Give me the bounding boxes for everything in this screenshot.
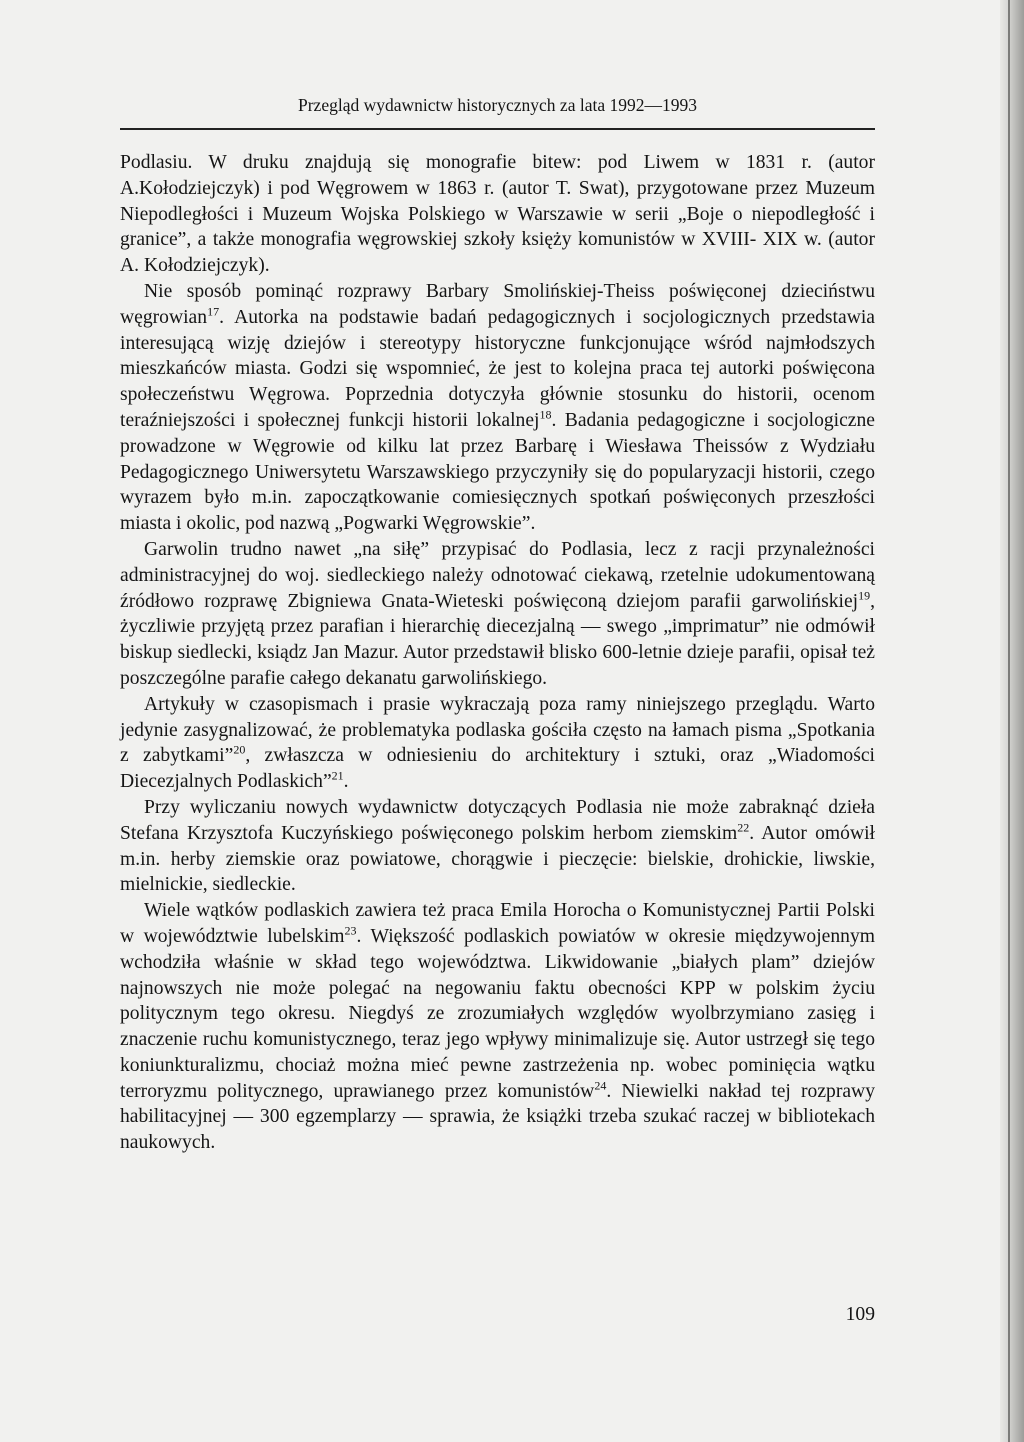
article-body xyxy=(120,150,875,1156)
paragraph-text: . Autorka na podstawie badań pedagogicznych i socjologicznych przedstawia interesującą wizję dziejów i stereotypy historyczne funkcjonujące wśród najmłodszych mieszkańców miasta. Godzi się wspomnieć, że jest to kolejna praca tej autorki poświęcona społeczeństwu Węgrowa. Poprzednia dotyczyła głównie stosunku do historii, ocenom teraźniejszości i społecznej funkcji historii lokalnej xyxy=(120,306,875,431)
footnote-ref-17: 17 xyxy=(207,304,220,319)
footnote-ref-19: 19 xyxy=(858,588,871,603)
paragraph-6 xyxy=(120,898,875,1156)
paragraph-text: . Autor omówił m.in. herby ziemskie oraz powiatowe, chorągwie i pieczęcie: bielskie, drohickie, liwskie, mielnickie, siedleckie. xyxy=(120,822,875,896)
paragraph-text: . Większość podlaskich powiatów w okresie międzywojennym wchodziła właśnie w skład tego województwa. Likwidowanie „białych plam” dziejów najnowszych nie może polegać na negowaniu faktu obecności KPP w polskim życiu politycznym tego okresu. Niegdyś ze zrozumiałych względów wyolbrzymiano zasięg i znaczenie ruchu komunistycznego, teraz jego wpływy minimalizuje się. Autor ustrzegł się tego koniunkturalizmu, chociaż można mieć pewne zastrzeżenia np. wobec pominięcia wątku terroryzmu politycznego, uprawianego przez komunistów xyxy=(120,925,875,1102)
footnote-ref-21: 21 xyxy=(331,768,344,783)
paragraph-5 xyxy=(120,795,875,898)
footnote-ref-22: 22 xyxy=(737,820,750,835)
running-header: Przegląd wydawnictw historycznych za lata 1992—1993 xyxy=(298,95,697,115)
footnote-ref-23: 23 xyxy=(344,923,357,938)
paragraph-text: , życzliwie przyjętą przez parafian i hierarchię diecezjalną — swego „imprimatur” nie odmówił biskup siedlecki, ksiądz Jan Mazur. Autor przedstawił blisko 600-letnie dzieje parafii, opisał też poszczególne parafie całego dekanatu garwolińskiego. xyxy=(120,590,875,689)
paragraph-3 xyxy=(120,537,875,692)
footnote-ref-24: 24 xyxy=(594,1078,607,1093)
paragraph-1: Podlasiu. W druku znajdują się monografie bitew: pod Liwem w 1831 r. (autor A.Kołodziejczyk) i pod Węgrowem w 1863 r. (autor T. Swat), przygotowane przez Muzeum Niepodległości i Muzeum Wojska Polskiego w Warszawie w serii „Boje o niepodległość i granice”, a także monografia węgrowskiej szkoły księży komunistów w XVIII- XIX w. (autor A. Kołodziejczyk). xyxy=(120,152,875,277)
scan-page-edge xyxy=(1000,0,1024,1442)
paragraph-text: Nie sposób pominąć rozprawy Barbary Smolińskiej-Theiss poświęconej dzieciństwu węgrowian xyxy=(120,280,875,328)
paragraph-2 xyxy=(120,279,875,537)
footnote-ref-20: 20 xyxy=(233,742,246,757)
paragraph-text: Garwolin trudno nawet „na siłę” przypisać do Podlasia, lecz z racji przynależności administracyjnej do woj. siedleckiego należy odnotować ciekawą, rzetelnie udokumentowaną źródłowo rozprawę Zbigniewa Gnata-Wieteski poświęconą dziejom parafii garwolińskiej xyxy=(120,538,875,612)
paragraph-text: . Badania pedagogiczne i socjologiczne prowadzone w Węgrowie od kilku lat przez Barbarę i Wiesława Theissów z Wydziału Pedagogicznego Uniwersytetu Warszawskiego przyczyniły się do popularyzacji historii, czego wyrazem było m.in. zapoczątkowanie comiesięcznych spotkań poświęconych przeszłości miasta i okolic, pod nazwą „Pogwarki Węgrowskie”. xyxy=(120,409,875,535)
paragraph-text: . Niewielki nakład tej rozprawy habilitacyjnej — 300 egzemplarzy — sprawia, że książki trzeba szukać raczej w bibliotekach naukowych. xyxy=(120,1080,875,1154)
scan-binding-shadow xyxy=(1008,0,1010,1442)
paragraph-text: Przy wyliczaniu nowych wydawnictw dotyczących Podlasia nie może zabraknąć dzieła Stefana Krzysztofa Kuczyńskiego poświęconego polskim herbom ziemskim xyxy=(120,796,875,844)
footnote-ref-18: 18 xyxy=(539,407,552,422)
paragraph-text: . xyxy=(343,771,349,793)
page-number: 109 xyxy=(845,1304,875,1325)
paragraph-text: Artykuły w czasopismach i prasie wykraczają poza ramy niniejszego przeglądu. Warto jedynie zasygnalizować, że problematyka podlaska gościła często na łamach pisma „Spotkania z zabytkami” xyxy=(120,693,875,767)
paragraph-4 xyxy=(120,692,875,795)
header-rule xyxy=(120,128,875,130)
paragraph-text: , zwłaszcza w odniesieniu do architektury i sztuki, oraz „Wiadomości Diecezjalnych Podlaskich” xyxy=(120,745,875,793)
paragraph-text: Wiele wątków podlaskich zawiera też praca Emila Horocha o Komunistycznej Partii Polski w województwie lubelskim xyxy=(120,900,875,947)
